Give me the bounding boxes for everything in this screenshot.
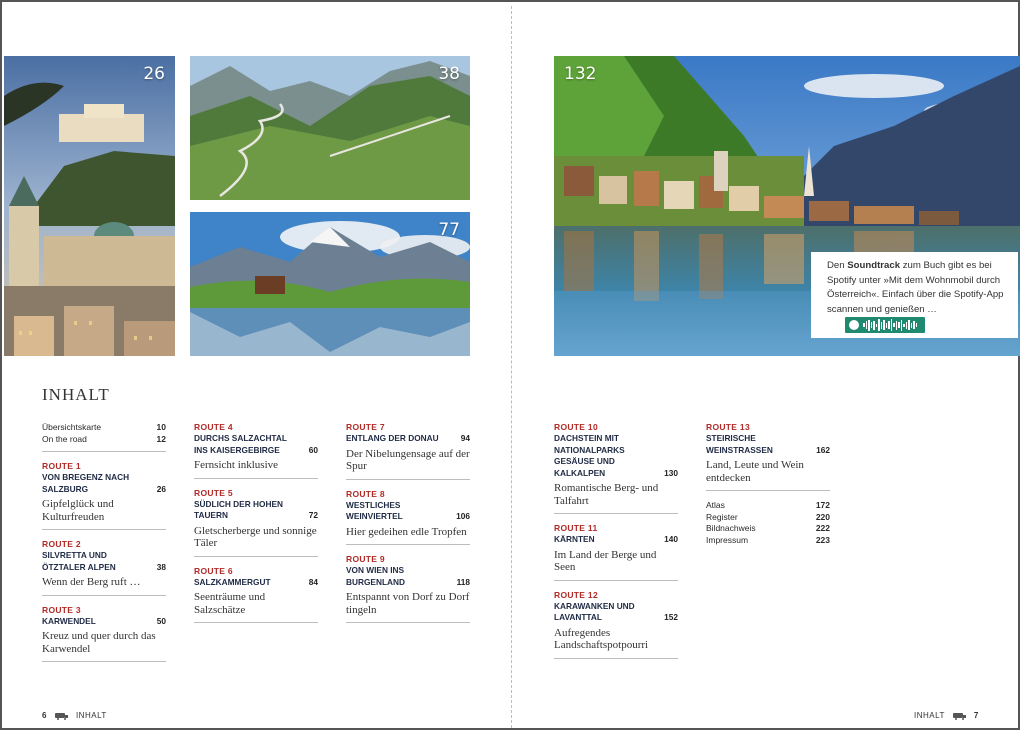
footer-label-left: INHALT <box>75 711 107 720</box>
page-number-right: 7 <box>973 711 979 720</box>
toc-route-entry[interactable]: ROUTE 4 DURCHS SALZACHTAL INS KAISERGEBIRGE 60 Fernsicht inklusive <box>194 422 318 479</box>
toc-column-3 <box>346 422 470 632</box>
photo-alpine-lake <box>190 212 470 356</box>
photo-page-number: 26 <box>143 64 165 84</box>
camper-van-icon <box>953 712 966 720</box>
toc-column-1 <box>42 422 166 671</box>
toc-misc-item[interactable]: Bildnachweis 222 <box>706 523 830 533</box>
page-gutter <box>511 6 512 728</box>
toc-column-5 <box>706 422 830 561</box>
soundtrack-box <box>811 252 1018 338</box>
toc-route-entry[interactable]: ROUTE 11 KÄRNTEN 140 Im Land der Berge und Seen <box>554 523 678 581</box>
toc-route-entry[interactable]: ROUTE 3 KARWENDEL 50 Kreuz und quer durch das Karwendel <box>42 605 166 663</box>
toc-misc-item[interactable]: On the road 12 <box>42 433 166 444</box>
toc-route-entry[interactable]: ROUTE 12 KARAWANKEN UND LAVANTTAL 152 Aufregendes Landschaftspotpourri <box>554 590 678 659</box>
toc-route-entry[interactable]: ROUTE 9 VON WIEN INS BURGENLAND 118 Entspannt von Dorf zu Dorf tingeln <box>346 554 470 623</box>
toc-route-entry[interactable]: ROUTE 10 DACHSTEIN MIT NATIONALPARKS GESÄUSE UND KALKALPEN 130 Romantische Berg- und Talfahrt <box>554 422 678 514</box>
toc-misc-block <box>706 500 830 552</box>
footer-right <box>914 711 979 720</box>
photo-page-number: 38 <box>438 64 460 84</box>
spotify-logo-icon <box>849 320 859 330</box>
toc-route-entry[interactable]: ROUTE 7 ENTLANG DER DONAU 94 Der Nibelungensage auf der Spur <box>346 422 470 480</box>
toc-route-entry[interactable]: ROUTE 2 SILVRETTA UND ÖTZTALER ALPEN 38 Wenn der Berg ruft … <box>42 539 166 596</box>
toc-misc-block <box>42 422 166 452</box>
toc-misc-item[interactable]: Register 220 <box>706 511 830 522</box>
toc-route-entry[interactable]: ROUTE 13 STEIRISCHE WEINSTRASSEN 162 Land, Leute und Wein entdecken <box>706 422 830 491</box>
toc-route-entry[interactable]: ROUTE 1 VON BREGENZ NACH SALZBURG 26 Gipfelglück und Kulturfreuden <box>42 461 166 530</box>
footer-label-right: INHALT <box>914 711 945 720</box>
toc-column-2 <box>194 422 318 632</box>
photo-salzburg <box>4 56 175 356</box>
soundtrack-bold: Soundtrack <box>847 260 901 271</box>
spotify-code-icon[interactable] <box>845 317 925 333</box>
soundtrack-text: zum Buch gibt es bei Spotify unter »Mit dem Wohnmobil durch Österreich«. Einfach über die Spotify-App scannen und genießen … <box>827 260 1004 315</box>
photo-page-number: 77 <box>438 220 460 240</box>
photo-mountain-pass <box>190 56 470 200</box>
toc-misc-item[interactable]: Impressum 223 <box>706 534 830 545</box>
toc-route-entry[interactable]: ROUTE 5 SÜDLICH DER HOHEN TAUERN 72 Gletscherberge und sonnige Täler <box>194 488 318 557</box>
toc-misc-item[interactable]: Übersichtskarte 10 <box>42 422 166 432</box>
spotify-code-bars <box>863 319 917 331</box>
toc-route-entry[interactable]: ROUTE 8 WESTLICHES WEINVIERTEL 106 Hier gedeihen edle Tropfen <box>346 489 470 546</box>
toc-column-4 <box>554 422 678 668</box>
camper-van-icon <box>55 712 68 720</box>
page-number-left: 6 <box>42 711 47 720</box>
footer-left <box>42 711 107 720</box>
toc-title: INHALT <box>42 385 110 404</box>
toc-misc-item[interactable]: Atlas 172 <box>706 500 830 510</box>
toc-route-entry[interactable]: ROUTE 6 SALZKAMMERGUT 84 Seenträume und Salzschätze <box>194 566 318 624</box>
photo-page-number: 132 <box>564 64 597 84</box>
soundtrack-text-pre: Den <box>827 260 848 271</box>
